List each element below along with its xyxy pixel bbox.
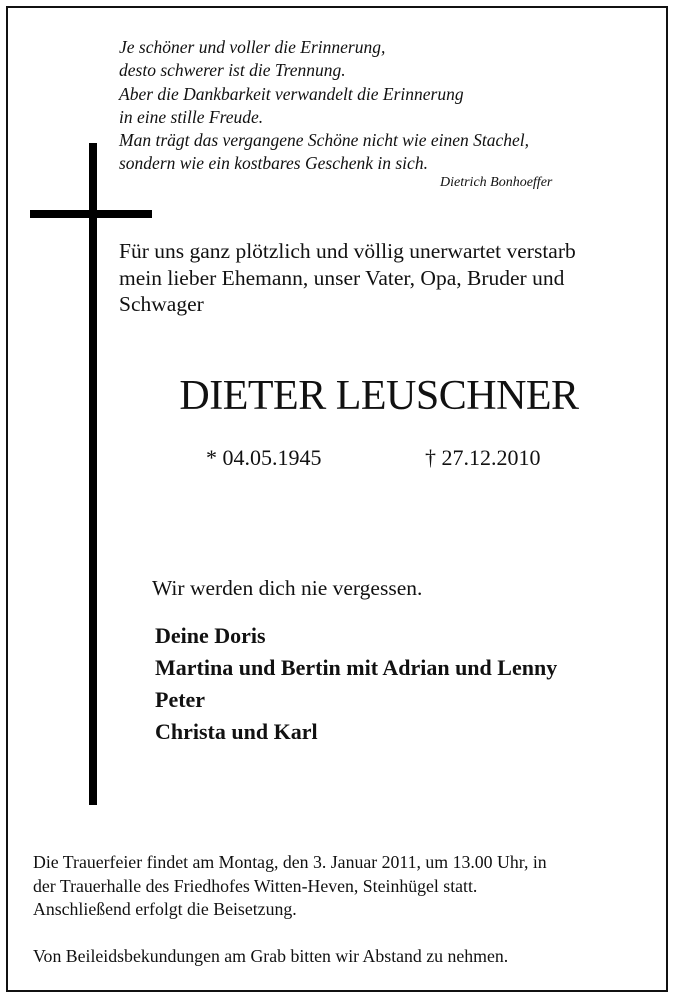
ceremony-line: Die Trauerfeier findet am Montag, den 3. Januar 2011, um 13.00 Uhr, in	[33, 852, 547, 872]
poem-line: Aber die Dankbarkeit verwandelt die Erinnerung	[119, 83, 464, 104]
farewell-line: Wir werden dich nie vergessen.	[152, 576, 423, 600]
poem-line: desto schwerer ist die Trennung.	[119, 60, 346, 81]
death-date: † 27.12.2010	[425, 445, 541, 470]
mourner-entry: Peter	[155, 687, 206, 712]
poem-author: Dietrich Bonhoeffer	[440, 175, 553, 190]
mourner-entry: Deine Doris	[155, 623, 266, 648]
mourners-list	[155, 620, 665, 748]
cross-icon-horizontal-bar	[30, 210, 152, 218]
deceased-name: DIETER LEUSCHNER	[179, 373, 579, 419]
ceremony-line: der Trauerhalle des Friedhofes Witten-Heven, Steinhügel statt.	[33, 875, 478, 896]
intro-line: mein lieber Ehemann, unser Vater, Opa, Bruder und	[119, 265, 565, 290]
poem-line: Man trägt das vergangene Schöne nicht wie einen Stachel,	[119, 130, 530, 151]
poem-line: Je schöner und voller die Erinnerung,	[119, 37, 386, 57]
intro-text	[119, 238, 659, 318]
intro-line: Für uns ganz plötzlich und völlig unerwartet verstarb	[119, 239, 576, 263]
intro-line: Schwager	[119, 292, 204, 316]
mourner-entry: Martina und Bertin mit Adrian und Lenny	[155, 655, 558, 680]
poem	[119, 36, 599, 176]
mourner-entry: Christa und Karl	[155, 719, 318, 744]
ceremony-info	[33, 851, 653, 922]
poem-line: in eine stille Freude.	[119, 106, 264, 127]
ceremony-line: Anschließend erfolgt die Beisetzung.	[33, 899, 297, 919]
birth-date: * 04.05.1945	[206, 445, 322, 470]
cross-icon-vertical-bar	[89, 143, 97, 805]
poem-line: sondern wie ein kostbares Geschenk in sich.	[119, 153, 428, 174]
condolence-note: Von Beileidsbekundungen am Grab bitten wir Abstand zu nehmen.	[33, 946, 509, 966]
